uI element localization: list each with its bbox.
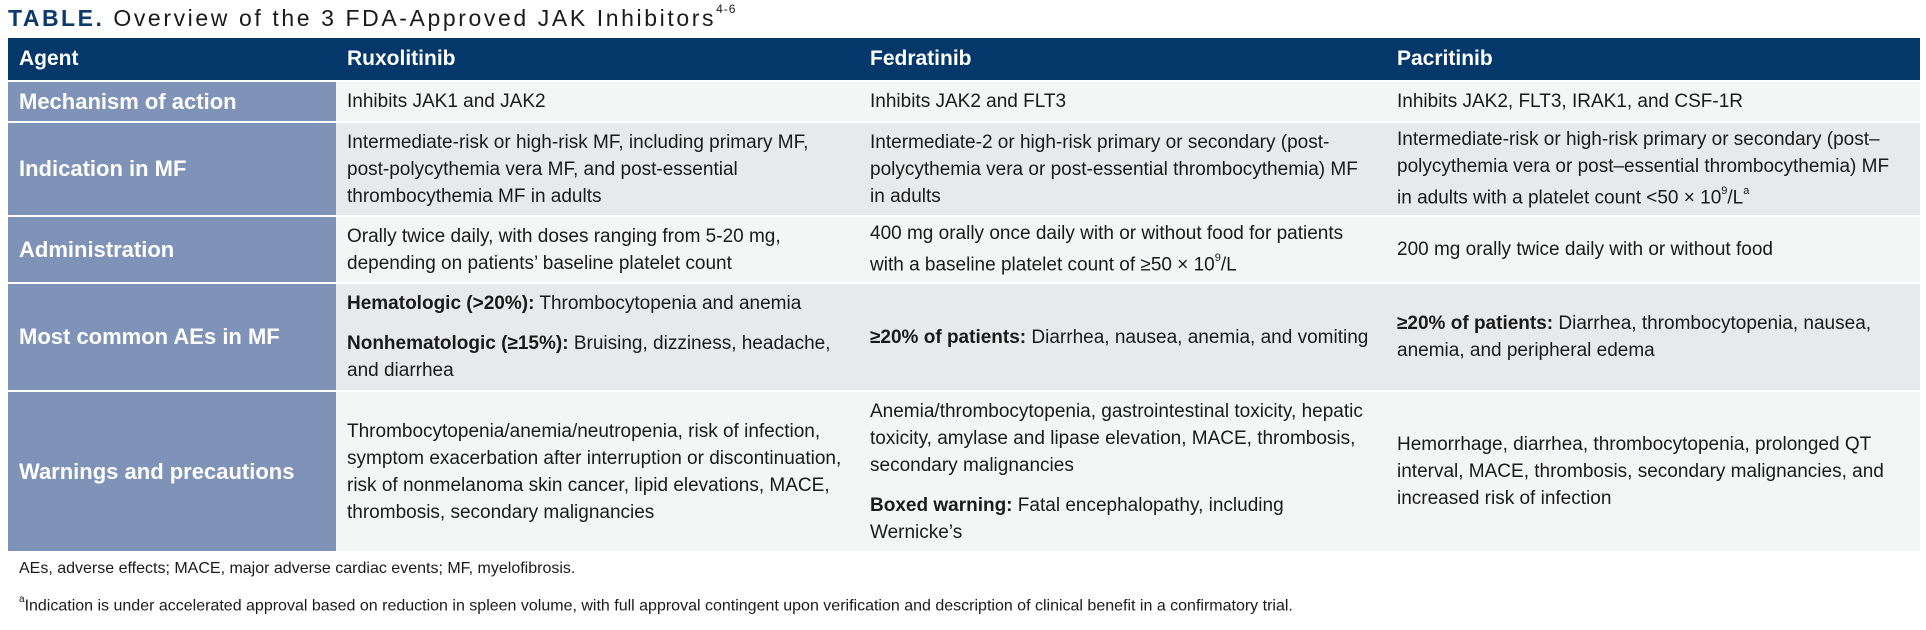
- table-title: [8, 2, 737, 35]
- aes-ruxolitinib-hematologic: [347, 290, 847, 317]
- warnings-fedratinib-boxed-text: Fatal encephalopathy, including Wernicke’s: [870, 494, 1284, 543]
- aes-ruxolitinib-nonhematologic: [347, 330, 847, 384]
- warnings-fedratinib-boxed: [870, 492, 1374, 546]
- header-pacritinib: Pacritinib: [1386, 38, 1920, 81]
- jak-inhibitors-table: [8, 38, 1920, 553]
- aes-pacritinib-text: Diarrhea, thrombocytopenia, nausea, anemia, and peripheral edema: [1397, 313, 1872, 361]
- cell-administration-fedratinib: [859, 216, 1386, 283]
- warnings-fedratinib-boxed-label: Boxed warning:: [870, 494, 1013, 516]
- aes-ruxolitinib-nonhematologic-label: Nonhematologic (≥15%):: [347, 333, 569, 354]
- row-indication: [8, 122, 1920, 216]
- cell-aes-fedratinib: [859, 283, 1386, 391]
- indication-pacritinib-exponent: 9: [1721, 185, 1728, 198]
- aes-fedratinib-text: Diarrhea, nausea, anemia, and vomiting: [1031, 326, 1369, 348]
- row-label-mechanism: Mechanism of action: [8, 81, 336, 122]
- administration-fedratinib-exponent: 9: [1214, 252, 1221, 265]
- header-ruxolitinib: Ruxolitinib: [336, 38, 859, 81]
- footnote-a: [19, 596, 1293, 615]
- administration-fedratinib-text: 400 mg orally once daily with or without food for patients with a baseline platelet count of ≥50 × 10: [870, 223, 1344, 276]
- indication-pacritinib-unit: /L: [1727, 187, 1744, 209]
- cell-mechanism-ruxolitinib: Inhibits JAK1 and JAK2: [336, 81, 859, 122]
- header-fedratinib: Fedratinib: [859, 38, 1386, 81]
- warnings-fedratinib-text: Anemia/thrombocytopenia, gastrointestinal toxicity, hepatic toxicity, amylase and lipase elevation, MACE, thrombosis, secondary malignancies: [870, 400, 1363, 476]
- aes-ruxolitinib-hematologic-label: Hematologic (>20%):: [347, 293, 535, 314]
- cell-warnings-pacritinib: Hemorrhage, diarrhea, thrombocytopenia, prolonged QT interval, MACE, thrombosis, secondary malignancies, and increased risk of infection: [1386, 391, 1920, 552]
- cell-administration-ruxolitinib: Orally twice daily, with doses ranging from 5-20 mg, depending on patients’ baseline platelet count: [336, 216, 859, 283]
- footnote-abbreviations: AEs, adverse effects; MACE, major adverse cardiac events; MF, myelofibrosis.: [19, 560, 576, 577]
- cell-aes-ruxolitinib: [336, 283, 859, 391]
- cell-aes-pacritinib: [1386, 283, 1920, 391]
- cell-indication-fedratinib: Intermediate-2 or high-risk primary or secondary (post-polycythemia vera or post-essential thrombocythemia) MF in adults: [859, 122, 1386, 216]
- row-label-indication: Indication in MF: [8, 122, 336, 216]
- header-agent: Agent: [8, 38, 336, 81]
- cell-indication-ruxolitinib: Intermediate-risk or high-risk MF, including primary MF, post-polycythemia vera MF, and post-essential thrombocythemia MF in adults: [336, 122, 859, 216]
- aes-pacritinib-label: ≥20% of patients:: [1397, 313, 1554, 334]
- aes-ruxolitinib-hematologic-text: Thrombocytopenia and anemia: [539, 293, 802, 314]
- cell-warnings-fedratinib: [859, 391, 1386, 552]
- administration-fedratinib-unit: /L: [1220, 254, 1237, 276]
- row-label-administration: Administration: [8, 216, 336, 283]
- row-label-warnings: Warnings and precautions: [8, 391, 336, 552]
- footnote-a-text: Indication is under accelerated approval based on reduction in spleen volume, with full approval contingent upon verification and description of clinical benefit in a confirmatory trial.: [24, 597, 1293, 615]
- cell-warnings-ruxolitinib: Thrombocytopenia/anemia/neutropenia, risk of infection, symptom exacerbation after interruption or discontinuation, risk of nonmelanoma skin cancer, lipid elevations, MACE, thrombosis, secondary malignancies: [336, 391, 859, 552]
- cell-administration-pacritinib: 200 mg orally twice daily with or without food: [1386, 216, 1920, 283]
- row-common-aes: [8, 283, 1920, 391]
- cell-indication-pacritinib: [1386, 122, 1920, 216]
- table-title-refs: 4-6: [716, 2, 737, 17]
- table-title-label: TABLE.: [8, 5, 105, 31]
- aes-fedratinib-label: ≥20% of patients:: [870, 326, 1027, 348]
- row-administration: [8, 216, 1920, 283]
- row-mechanism: [8, 81, 1920, 122]
- footnote-a-marker: a: [19, 594, 25, 605]
- aes-ruxolitinib-nonhematologic-text: Bruising, dizziness, headache, and diarrhea: [347, 333, 831, 381]
- cell-mechanism-fedratinib: Inhibits JAK2 and FLT3: [859, 81, 1386, 122]
- table-header-row: [8, 38, 1920, 81]
- row-label-common-aes: Most common AEs in MF: [8, 283, 336, 391]
- indication-pacritinib-footnote-marker: a: [1743, 185, 1750, 198]
- table-title-text: Overview of the 3 FDA-Approved JAK Inhibitors: [113, 5, 717, 31]
- indication-pacritinib-text: Intermediate-risk or high-risk primary or secondary (post–polycythemia vera or post–essential thrombocythemia) MF in adults with a platelet count <50 × 10: [1397, 129, 1890, 209]
- cell-mechanism-pacritinib: Inhibits JAK2, FLT3, IRAK1, and CSF-1R: [1386, 81, 1920, 122]
- row-warnings: [8, 391, 1920, 552]
